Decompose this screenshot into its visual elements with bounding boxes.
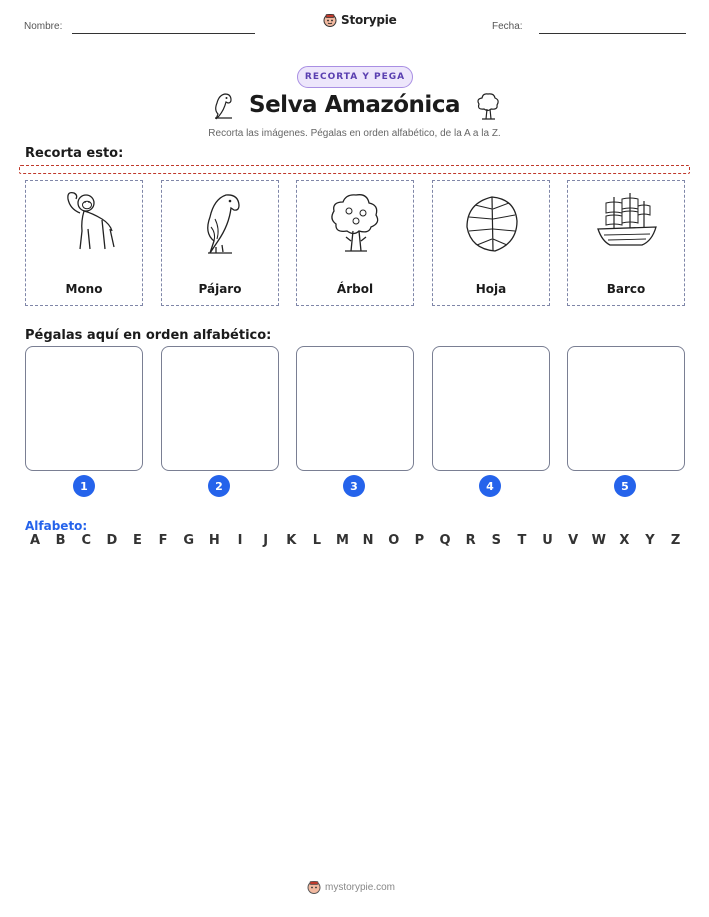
storypie-mascot-icon xyxy=(307,880,321,894)
slot-number-5: 5 xyxy=(614,475,636,497)
alphabet-letter: B xyxy=(55,533,66,548)
cut-card-mono[interactable] xyxy=(25,180,143,306)
paste-slot-3[interactable] xyxy=(296,346,414,471)
cut-card-arbol[interactable] xyxy=(296,180,414,306)
alphabet-letter: S xyxy=(491,533,501,548)
alphabet-letter: R xyxy=(465,533,476,548)
cut-section-label: Recorta esto: xyxy=(25,146,124,161)
cut-card-pajaro[interactable] xyxy=(161,180,279,306)
alphabet-letter: C xyxy=(81,533,92,548)
slot-number-4: 4 xyxy=(479,475,501,497)
alphabet-letter: E xyxy=(133,533,142,548)
alphabet-letter: P xyxy=(414,533,425,548)
name-line[interactable] xyxy=(72,33,255,34)
alphabet-letter: J xyxy=(263,533,269,548)
paste-section-label: Pégalas aquí en orden alfabético: xyxy=(25,328,272,343)
alphabet-letter: D xyxy=(106,533,118,548)
alphabet-letter: K xyxy=(286,533,297,548)
ship-icon xyxy=(592,189,662,259)
slot-number-2: 2 xyxy=(208,475,230,497)
paste-slot-2[interactable] xyxy=(161,346,279,471)
alphabet-letter: X xyxy=(619,533,630,548)
instructions: Recorta las imágenes. Pégalas en orden alfabético, de la A a la Z. xyxy=(208,128,501,139)
date-label: Fecha: xyxy=(492,21,523,32)
alphabet-letter: N xyxy=(362,533,374,548)
brand-name: Storypie xyxy=(341,13,397,27)
brand-logo xyxy=(323,13,397,27)
alphabet-letter: Q xyxy=(439,533,451,548)
alphabet-letter: V xyxy=(568,533,579,548)
paste-slot-5[interactable] xyxy=(567,346,685,471)
alphabet-title: Alfabeto: xyxy=(25,519,88,533)
activity-badge: RECORTA Y PEGA xyxy=(297,66,413,88)
cut-card-hoja[interactable] xyxy=(432,180,550,306)
alphabet-letter: Y xyxy=(645,533,655,548)
paste-slot-4[interactable] xyxy=(432,346,550,471)
card-label-arbol: Árbol xyxy=(336,282,374,296)
slot-number-3: 3 xyxy=(343,475,365,497)
footer-url[interactable]: mystorypie.com xyxy=(325,881,396,893)
name-label: Nombre: xyxy=(24,21,63,32)
slot-number-1: 1 xyxy=(73,475,95,497)
alphabet-letter: Z xyxy=(670,533,681,548)
card-label-mono: Mono xyxy=(65,282,103,296)
page-title: Selva Amazónica xyxy=(249,92,460,118)
monkey-icon xyxy=(50,189,120,259)
cut-card-barco[interactable] xyxy=(567,180,685,306)
card-label-hoja: Hoja xyxy=(475,282,507,296)
leaf-icon xyxy=(457,189,527,259)
alphabet-letter: W xyxy=(591,533,606,548)
tree-icon xyxy=(474,90,502,122)
alphabet-letter: I xyxy=(237,533,243,548)
alphabet-letter: M xyxy=(336,533,349,548)
cut-line xyxy=(19,165,690,174)
alphabet-letter: U xyxy=(542,533,553,548)
card-label-pajaro: Pájaro xyxy=(198,282,242,296)
paste-slot-1[interactable] xyxy=(25,346,143,471)
alphabet-letter: O xyxy=(388,533,400,548)
card-label-barco: Barco xyxy=(606,282,646,296)
alphabet-letter: G xyxy=(183,533,195,548)
alphabet-letter: H xyxy=(208,533,220,548)
alphabet-letter: T xyxy=(517,533,527,548)
tree-icon xyxy=(321,189,391,259)
parrot-icon xyxy=(186,189,256,259)
alphabet-letter: L xyxy=(312,533,322,548)
alphabet-letter: F xyxy=(158,533,168,548)
footer xyxy=(307,880,395,894)
date-line[interactable] xyxy=(539,33,686,34)
alphabet-letter: A xyxy=(29,533,41,548)
alphabet-row xyxy=(27,533,684,548)
storypie-mascot-icon xyxy=(323,13,337,27)
